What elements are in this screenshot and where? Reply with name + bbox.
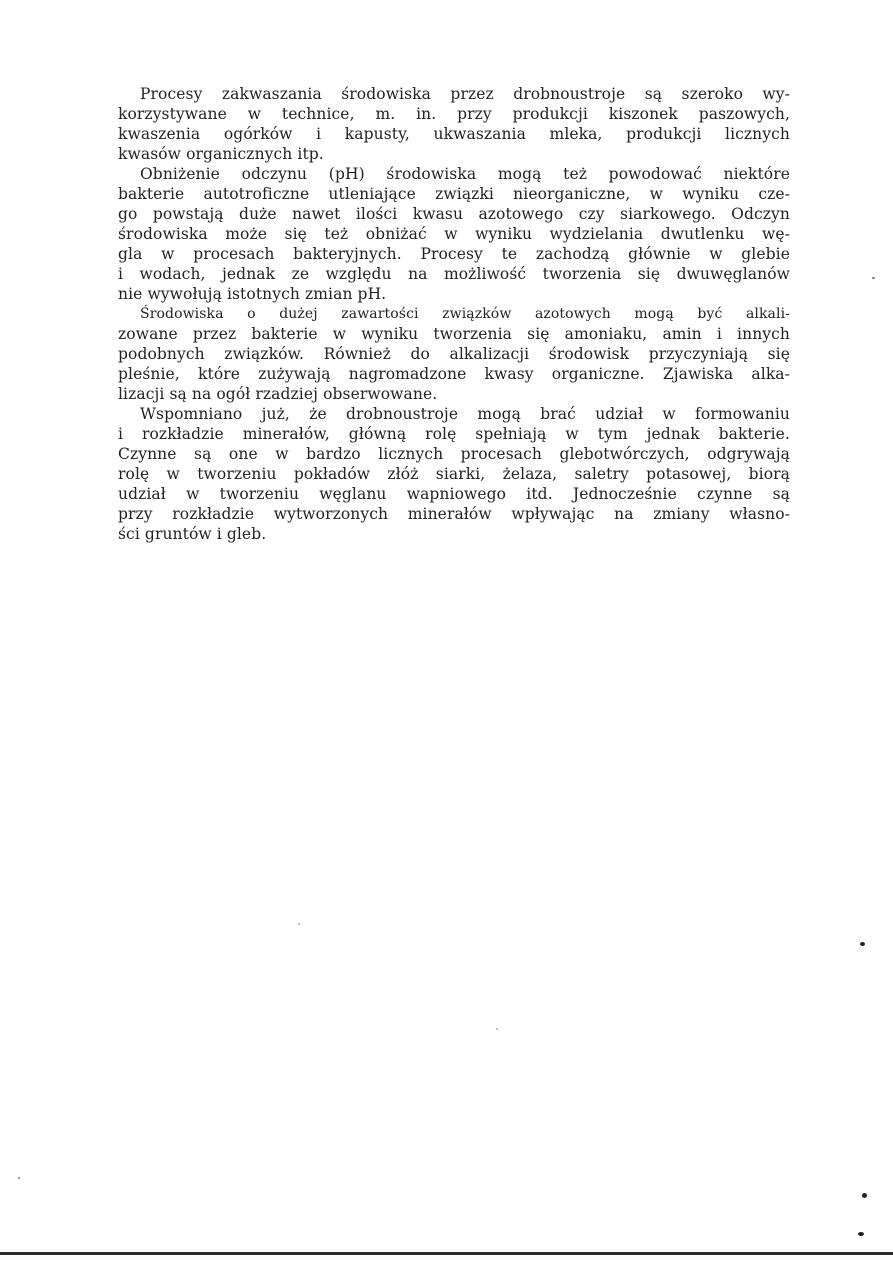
text-line: nie wywołują istotnych zmian pH. — [118, 285, 387, 303]
scan-speck — [298, 923, 300, 925]
text-line: przy rozkładzie wytworzonych minerałów wpływając na zmiany własno- — [118, 505, 790, 523]
text-line: Czynne są one w bardzo licznych procesach glebotwórczych, odgrywają — [118, 445, 790, 463]
text-line: bakterie autotroficzne utleniające związki nieorganiczne, w wyniku cze- — [118, 185, 790, 203]
paragraph-3 — [118, 304, 790, 404]
text-line: kwasów organicznych itp. — [118, 145, 324, 163]
text-line: pleśnie, które zużywają nagromadzone kwasy organiczne. Zjawiska alka- — [118, 365, 790, 383]
scan-speck — [496, 1028, 498, 1030]
text-line: kwaszenia ogórków i kapusty, ukwaszania mleka, produkcji licznych — [118, 125, 790, 143]
text-line: zowane przez bakterie w wyniku tworzenia się amoniaku, amin i innych — [118, 325, 790, 343]
text-line: gla w procesach bakteryjnych. Procesy te zachodzą głównie w glebie — [118, 245, 790, 263]
scan-speck — [862, 1193, 867, 1198]
text-line: i wodach, jednak ze względu na możliwość tworzenia się dwuwęglanów — [118, 265, 790, 283]
body-text — [118, 84, 790, 544]
text-line: ści gruntów i gleb. — [118, 525, 267, 543]
paragraph-2 — [118, 164, 790, 304]
scan-speck — [872, 277, 875, 279]
text-line: go powstają duże nawet ilości kwasu azotowego czy siarkowego. Odczyn — [118, 205, 790, 223]
text-line: udział w tworzeniu węglanu wapniowego itd. Jednocześnie czynne są — [118, 485, 790, 503]
text-line: Środowiska o dużej zawartości związków azotowych mogą być alkali- — [140, 306, 790, 322]
scan-speck — [860, 942, 865, 946]
paragraph-4 — [118, 404, 790, 544]
text-line: rolę w tworzeniu pokładów złóż siarki, żelaza, saletry potasowej, biorą — [118, 465, 790, 483]
text-line: Obniżenie odczynu (pH) środowiska mogą też powodować niektóre — [140, 165, 790, 183]
bottom-edge-rule — [0, 1252, 893, 1255]
scan-speck — [858, 1232, 864, 1236]
text-line: środowiska może się też obniżać w wyniku wydzielania dwutlenku wę- — [118, 225, 790, 243]
text-line: lizacji są na ogół rzadziej obserwowane. — [118, 385, 438, 403]
scan-speck — [18, 1177, 20, 1179]
paragraph-1 — [118, 84, 790, 164]
text-line: i rozkładzie minerałów, główną rolę spełniają w tym jednak bakterie. — [118, 425, 790, 443]
text-line: podobnych związków. Również do alkalizacji środowisk przyczyniają się — [118, 345, 790, 363]
text-line: korzystywane w technice, m. in. przy produkcji kiszonek paszowych, — [118, 105, 790, 123]
text-line: Wspomniano już, że drobnoustroje mogą brać udział w formowaniu — [140, 405, 790, 423]
text-line: Procesy zakwaszania środowiska przez drobnoustroje są szeroko wy- — [140, 85, 790, 103]
